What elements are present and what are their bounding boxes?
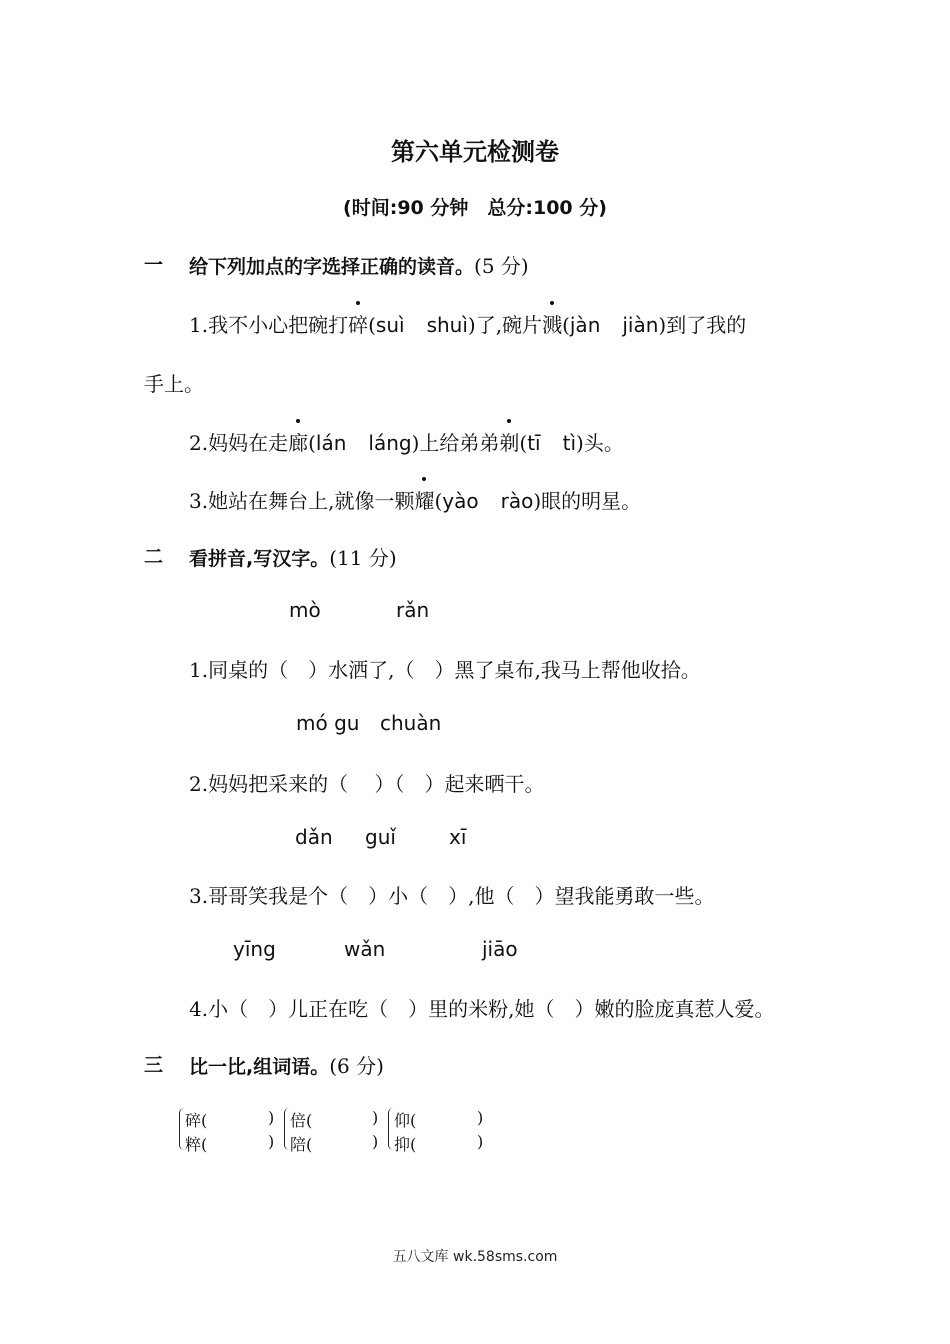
page-title: 第六单元检测卷 <box>391 138 559 166</box>
brace-group-3 <box>388 1108 393 1150</box>
compare-1-bottom-close: ) <box>268 1132 275 1151</box>
question-1-3: 3.她站在舞台上,就像一颗耀(yào rào)眼的明星。 <box>189 485 641 514</box>
pinyin-2-1b: rǎn <box>396 598 430 622</box>
question-2-3: 3.哥哥笑我是个（ ）小（ ）,他（ ）望我能勇敢一些。 <box>189 884 715 908</box>
q1-1-text-b: )了,碗片 <box>467 313 543 337</box>
q1-3-text-a: 3.她站在舞台上,就像一颗 <box>189 489 415 513</box>
q1-2-text-a: 2.妈妈在走 <box>189 431 289 455</box>
pinyin-2-2b: chuàn <box>380 711 442 735</box>
question-2-1: 1.同桌的（ ）水洒了,（ ）黑了桌布,我马上帮他收拾。 <box>189 658 701 682</box>
section-1-title: 给下列加点的字选择正确的读音。 <box>189 256 475 278</box>
page-subtitle: (时间:90 分钟 总分:100 分) <box>343 197 607 219</box>
question-2-4: 4.小（ ）儿正在吃（ ）里的米粉,她（ ）嫩的脸庞真惹人爱。 <box>189 997 775 1021</box>
q1-3-dotted-char-1: 耀 <box>414 485 434 514</box>
section-1-heading <box>189 250 529 279</box>
question-1-2: 2.妈妈在走廊(lán láng)上给弟弟剃(tī tì)头。 <box>189 427 624 456</box>
pinyin-2-2a: mó gu <box>296 711 360 735</box>
section-1-number: 一 <box>144 254 164 276</box>
compare-1-top-close: ) <box>268 1108 275 1127</box>
section-3-title: 比一比,组词语。 <box>189 1056 330 1078</box>
pinyin-2-4b: wǎn <box>344 937 386 961</box>
q1-1-text-a: 1.我不小心把碗打 <box>189 313 349 337</box>
compare-2-top-close: ) <box>372 1108 379 1127</box>
q1-3-option-a1: yào <box>442 489 479 513</box>
q1-1-dotted-char-2: 溅 <box>542 309 562 338</box>
q1-1-option-a1: suì <box>375 313 405 337</box>
section-2-title: 看拼音,写汉字。 <box>189 548 330 570</box>
compare-2-top: 倍( <box>290 1111 313 1130</box>
q1-2-option-b1: láng <box>368 431 412 455</box>
pinyin-2-1a: mò <box>289 598 321 622</box>
section-1-score: (5 分) <box>474 254 529 278</box>
question-1-1-continued: 手上。 <box>144 372 204 396</box>
pinyin-2-4c: jiāo <box>482 937 518 961</box>
pinyin-2-3c: xī <box>449 825 467 849</box>
section-2-score: (11 分) <box>329 546 397 570</box>
q1-1-dotted-char-1: 碎 <box>348 309 368 338</box>
question-1-1: 1.我不小心把碗打碎(suì shuì)了,碗片溅(jàn jiàn)到了我的 <box>189 309 746 338</box>
q1-2-option-a2: tī <box>527 431 541 455</box>
compare-1-top: 碎( <box>185 1111 208 1130</box>
compare-2-bottom-close: ) <box>372 1132 379 1151</box>
q1-2-dotted-char-2: 剃 <box>499 427 519 456</box>
q1-1-option-b1: shuì <box>426 313 468 337</box>
pinyin-2-3b: guǐ <box>365 825 396 849</box>
brace-group-1 <box>179 1108 184 1150</box>
section-3-number: 三 <box>144 1054 164 1076</box>
q1-1-text-c: )到了我的 <box>658 313 747 337</box>
q1-1-option-a2: jàn <box>569 313 601 337</box>
q1-2-option-b2: tì <box>562 431 577 455</box>
q1-1-option-b2: jiàn <box>622 313 659 337</box>
pinyin-2-4a: yīng <box>233 937 276 961</box>
compare-1-bottom: 粹( <box>185 1135 208 1154</box>
q1-2-dotted-char-1: 廊 <box>288 427 308 456</box>
question-2-2: 2.妈妈把采来的（ ）（ ）起来晒干。 <box>189 772 545 796</box>
compare-3-top-close: ) <box>477 1108 484 1127</box>
section-2-number: 二 <box>144 546 164 568</box>
q1-3-text-b: )眼的明星。 <box>533 489 642 513</box>
q1-3-option-b1: rào <box>500 489 534 513</box>
pinyin-2-3a: dǎn <box>295 825 333 849</box>
compare-2-bottom: 陪( <box>290 1135 313 1154</box>
section-3-heading <box>189 1050 384 1079</box>
q1-2-option-a1: lán <box>315 431 347 455</box>
compare-3-bottom-close: ) <box>477 1132 484 1151</box>
section-2-heading <box>189 542 397 571</box>
q1-2-text-b: )上给弟弟 <box>411 431 500 455</box>
compare-3-top: 仰( <box>394 1111 417 1130</box>
brace-group-2 <box>284 1108 289 1150</box>
compare-3-bottom: 抑( <box>394 1135 417 1154</box>
section-3-score: (6 分) <box>329 1054 384 1078</box>
q1-2-text-c: )头。 <box>576 431 624 455</box>
footer-watermark: 五八文库 wk.58sms.com <box>392 1249 558 1265</box>
